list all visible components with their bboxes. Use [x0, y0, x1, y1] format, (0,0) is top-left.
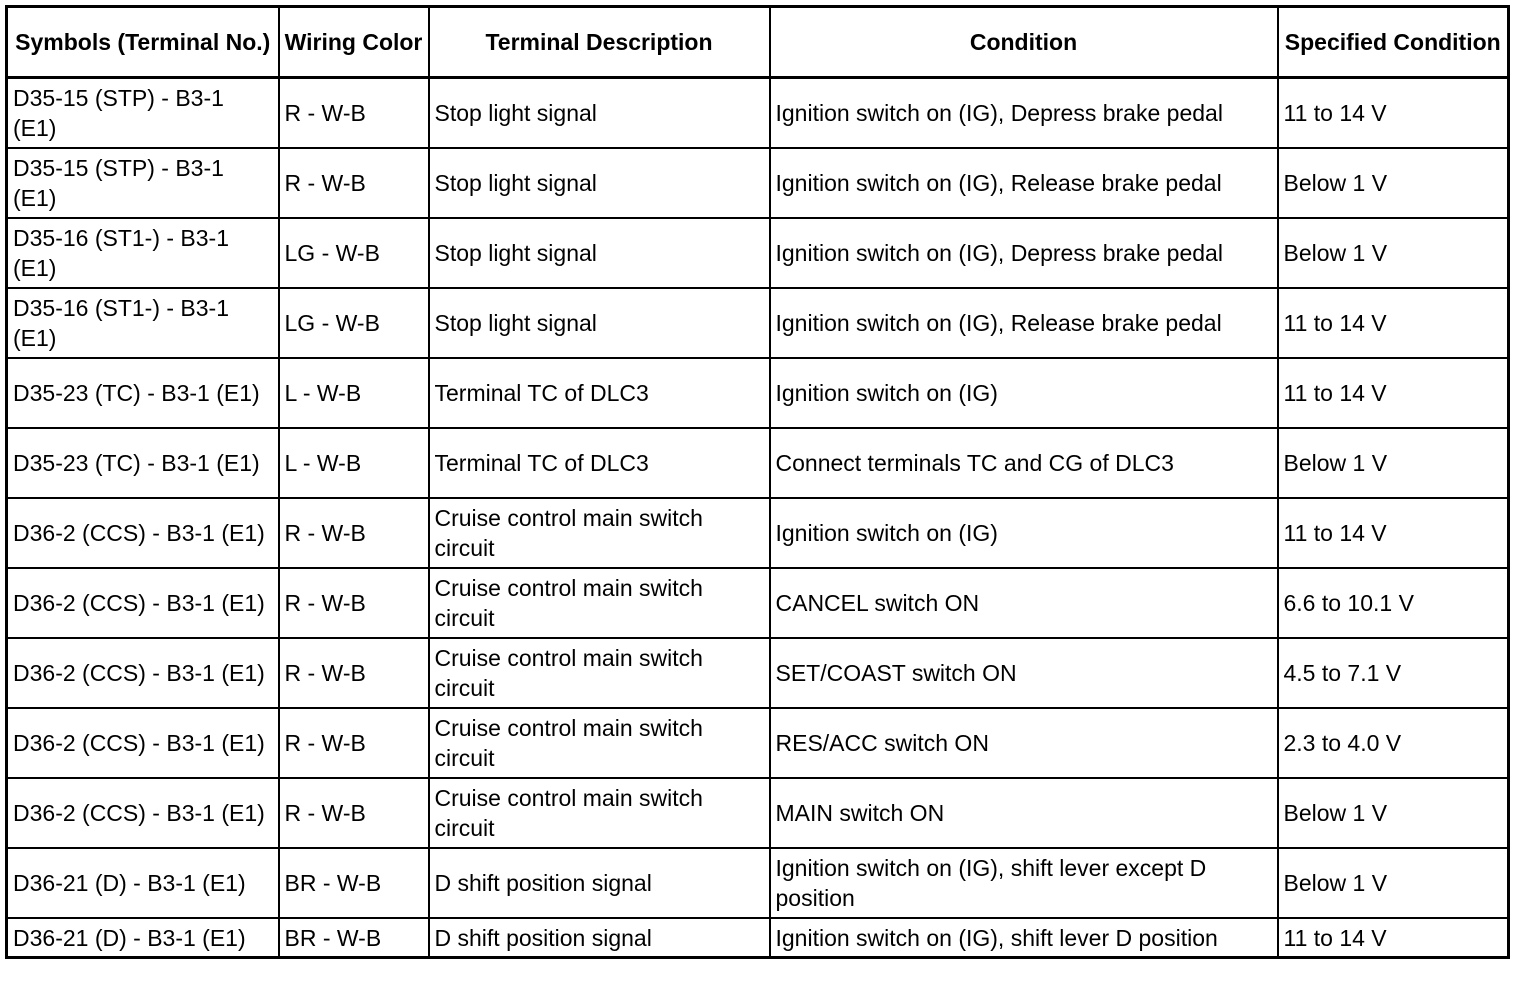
- cell-terminal-description: Cruise control main switch circuit: [429, 638, 770, 708]
- cell-wiring-color: R - W-B: [279, 78, 429, 149]
- cell-condition: RES/ACC switch ON: [770, 708, 1278, 778]
- table-row: [7, 288, 1509, 358]
- table-row: [7, 78, 1509, 149]
- cell-terminal-description: Cruise control main switch circuit: [429, 778, 770, 848]
- cell-specified-condition: Below 1 V: [1278, 218, 1509, 288]
- header-wiring-color: Wiring Color: [279, 7, 429, 78]
- table-row: [7, 358, 1509, 428]
- terminal-spec-table: [5, 5, 1510, 959]
- table-row: [7, 848, 1509, 918]
- cell-symbols: D35-16 (ST1-) - B3-1 (E1): [7, 288, 279, 358]
- cell-wiring-color: R - W-B: [279, 498, 429, 568]
- cell-condition: Ignition switch on (IG), shift lever except D position: [770, 848, 1278, 918]
- cell-specified-condition: 11 to 14 V: [1278, 918, 1509, 958]
- cell-symbols: D35-15 (STP) - B3-1 (E1): [7, 148, 279, 218]
- cell-symbols: D36-21 (D) - B3-1 (E1): [7, 918, 279, 958]
- cell-specified-condition: Below 1 V: [1278, 848, 1509, 918]
- cell-condition: CANCEL switch ON: [770, 568, 1278, 638]
- header-terminal-description: Terminal Description: [429, 7, 770, 78]
- table-row: [7, 638, 1509, 708]
- header-condition: Condition: [770, 7, 1278, 78]
- cell-wiring-color: BR - W-B: [279, 918, 429, 958]
- cell-condition: Ignition switch on (IG), shift lever D position: [770, 918, 1278, 958]
- table-row: [7, 708, 1509, 778]
- cell-symbols: D36-21 (D) - B3-1 (E1): [7, 848, 279, 918]
- cell-specified-condition: Below 1 V: [1278, 428, 1509, 498]
- cell-terminal-description: D shift position signal: [429, 848, 770, 918]
- table-row: [7, 918, 1509, 958]
- cell-terminal-description: Terminal TC of DLC3: [429, 428, 770, 498]
- cell-condition: Ignition switch on (IG), Release brake pedal: [770, 148, 1278, 218]
- table-row: [7, 148, 1509, 218]
- cell-condition: Ignition switch on (IG), Depress brake pedal: [770, 218, 1278, 288]
- cell-terminal-description: Stop light signal: [429, 288, 770, 358]
- header-symbols: Symbols (Terminal No.): [7, 7, 279, 78]
- cell-condition: Connect terminals TC and CG of DLC3: [770, 428, 1278, 498]
- table-body: [7, 78, 1509, 958]
- cell-symbols: D35-23 (TC) - B3-1 (E1): [7, 428, 279, 498]
- table-row: [7, 568, 1509, 638]
- cell-wiring-color: BR - W-B: [279, 848, 429, 918]
- cell-wiring-color: LG - W-B: [279, 218, 429, 288]
- cell-symbols: D36-2 (CCS) - B3-1 (E1): [7, 778, 279, 848]
- cell-symbols: D36-2 (CCS) - B3-1 (E1): [7, 708, 279, 778]
- table-row: [7, 498, 1509, 568]
- cell-condition: Ignition switch on (IG): [770, 498, 1278, 568]
- cell-wiring-color: R - W-B: [279, 568, 429, 638]
- cell-wiring-color: LG - W-B: [279, 288, 429, 358]
- cell-terminal-description: Stop light signal: [429, 78, 770, 149]
- cell-symbols: D36-2 (CCS) - B3-1 (E1): [7, 638, 279, 708]
- cell-condition: SET/COAST switch ON: [770, 638, 1278, 708]
- cell-specified-condition: 11 to 14 V: [1278, 358, 1509, 428]
- cell-specified-condition: 11 to 14 V: [1278, 78, 1509, 149]
- table-row: [7, 218, 1509, 288]
- cell-specified-condition: 11 to 14 V: [1278, 288, 1509, 358]
- cell-specified-condition: 6.6 to 10.1 V: [1278, 568, 1509, 638]
- cell-symbols: D35-15 (STP) - B3-1 (E1): [7, 78, 279, 149]
- cell-terminal-description: Stop light signal: [429, 148, 770, 218]
- cell-symbols: D35-16 (ST1-) - B3-1 (E1): [7, 218, 279, 288]
- cell-terminal-description: Stop light signal: [429, 218, 770, 288]
- cell-condition: Ignition switch on (IG): [770, 358, 1278, 428]
- cell-specified-condition: Below 1 V: [1278, 148, 1509, 218]
- cell-wiring-color: L - W-B: [279, 428, 429, 498]
- cell-wiring-color: R - W-B: [279, 708, 429, 778]
- cell-wiring-color: L - W-B: [279, 358, 429, 428]
- table-row: [7, 428, 1509, 498]
- cell-symbols: D35-23 (TC) - B3-1 (E1): [7, 358, 279, 428]
- cell-specified-condition: 2.3 to 4.0 V: [1278, 708, 1509, 778]
- cell-symbols: D36-2 (CCS) - B3-1 (E1): [7, 498, 279, 568]
- cell-terminal-description: Cruise control main switch circuit: [429, 498, 770, 568]
- cell-condition: MAIN switch ON: [770, 778, 1278, 848]
- cell-condition: Ignition switch on (IG), Release brake pedal: [770, 288, 1278, 358]
- cell-wiring-color: R - W-B: [279, 148, 429, 218]
- cell-terminal-description: Cruise control main switch circuit: [429, 708, 770, 778]
- cell-specified-condition: 4.5 to 7.1 V: [1278, 638, 1509, 708]
- cell-terminal-description: Cruise control main switch circuit: [429, 568, 770, 638]
- cell-specified-condition: Below 1 V: [1278, 778, 1509, 848]
- cell-terminal-description: Terminal TC of DLC3: [429, 358, 770, 428]
- cell-symbols: D36-2 (CCS) - B3-1 (E1): [7, 568, 279, 638]
- cell-wiring-color: R - W-B: [279, 638, 429, 708]
- header-specified-condition: Specified Condition: [1278, 7, 1509, 78]
- cell-specified-condition: 11 to 14 V: [1278, 498, 1509, 568]
- cell-terminal-description: D shift position signal: [429, 918, 770, 958]
- cell-condition: Ignition switch on (IG), Depress brake pedal: [770, 78, 1278, 149]
- cell-wiring-color: R - W-B: [279, 778, 429, 848]
- table-header-row: [7, 7, 1509, 78]
- table-row: [7, 778, 1509, 848]
